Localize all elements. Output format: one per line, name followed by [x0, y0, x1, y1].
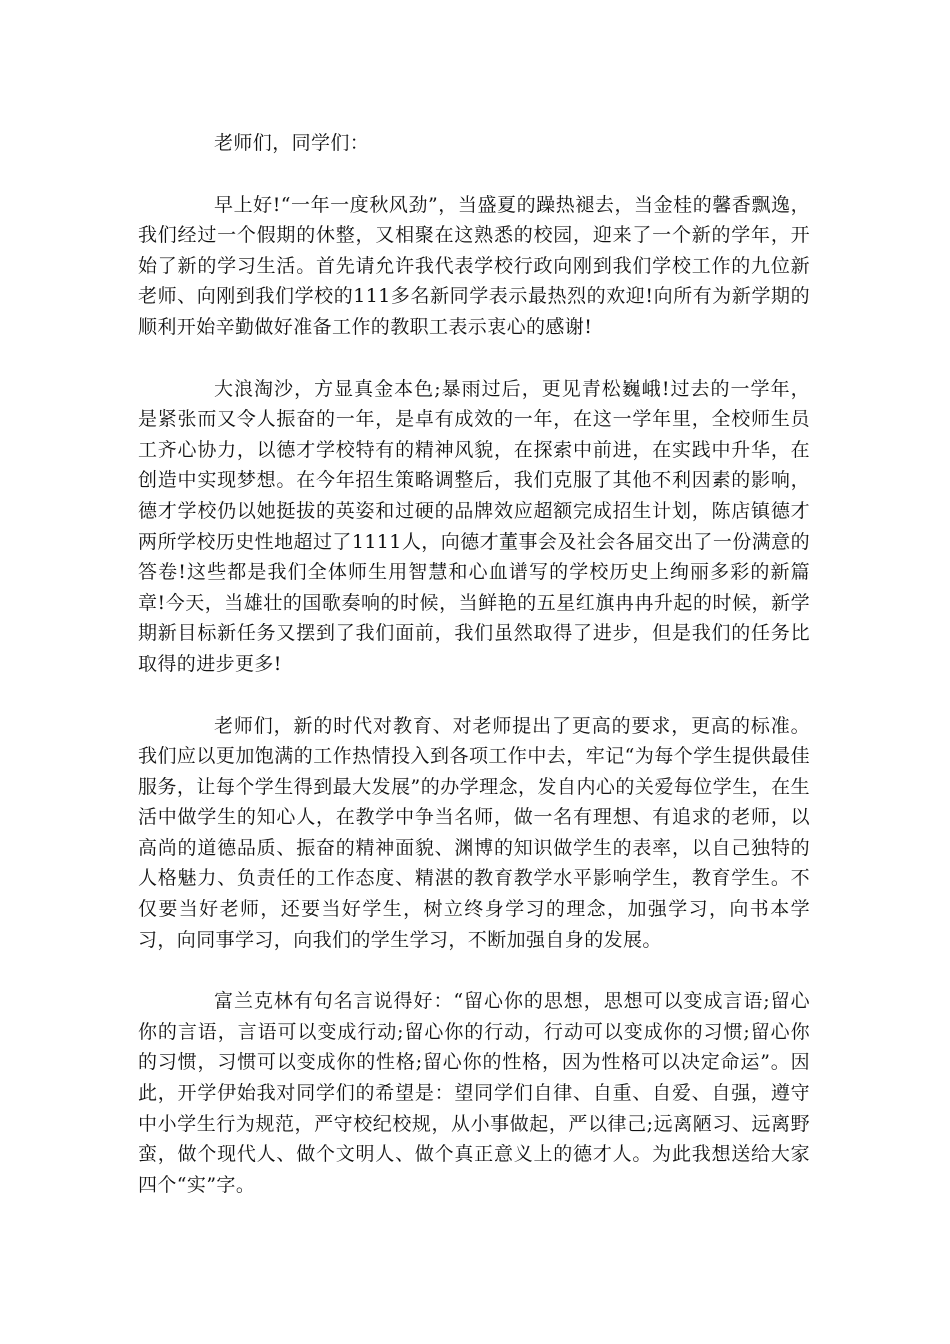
body-paragraph: 老师们，新的时代对教育、对老师提出了更高的要求，更高的标准。我们应以更加饱满的工作热情投入到各项工作中去，牢记“为每个学生提供最佳服务，让每个学生得到最大发展”的办学理念，发自内心的关爱每位学生，在生活中做学生的知心人，在教学中争当名师，做一名有理想、有追求的老师，以高尚的道德品质、振奋的精神面貌、渊博的知识做学生的表率，以自己独特的人格魅力、负责任的工作态度、精湛的教育教学水平影响学生，教育学生。不仅要当好老师，还要当好学生，树立终身学习的理念，加强学习，向书本学习，向同事学习，向我们的学生学习，不断加强自身的发展。 — [138, 714, 810, 951]
document-body — [138, 128, 810, 1200]
salutation-paragraph: 老师们，同学们： — [214, 132, 370, 154]
body-paragraph: 富兰克林有句名言说得好：“留心你的思想，思想可以变成言语;留心你的言语，言语可以变成行动;留心你的行动，行动可以变成你的习惯;留心你的习惯，习惯可以变成你的性格;留心你的性格，因为性格可以决定命运”。因此，开学伊始我对同学们的希望是：望同学们自律、自重、自爱、自强，遵守中小学生行为规范，严守校纪校规，从小事做起，严以律己;远离陋习、远离野蛮，做个现代人、做个文明人、做个真正意义上的德才人。为此我想送给大家四个“实”字。 — [138, 990, 810, 1196]
body-paragraph: 早上好!“一年一度秋风劲”，当盛夏的躁热褪去，当金桂的馨香飘逸，我们经过一个假期的休整，又相聚在这熟悉的校园，迎来了一个新的学年，开始了新的学习生活。首先请允许我代表学校行政向刚到我们学校工作的九位新老师、向刚到我们学校的111多名新同学表示最热烈的欢迎!向所有为新学期的顺利开始辛勤做好准备工作的教职工表示衷心的感谢! — [138, 193, 810, 338]
body-paragraph: 大浪淘沙，方显真金本色;暴雨过后，更见青松巍峨!过去的一学年，是紧张而又令人振奋的一年，是卓有成效的一年，在这一学年里，全校师生员工齐心协力，以德才学校特有的精神风貌，在探索中前进，在实践中升华，在创造中实现梦想。在今年招生策略调整后，我们克服了其他不利因素的影响，德才学校仍以她挺拔的英姿和过硬的品牌效应超额完成招生计划，陈店镇德才两所学校历史性地超过了1111人，向德才董事会及社会各届交出了一份满意的答卷!这些都是我们全体师生用智慧和心血谱写的学校历史上绚丽多彩的新篇章!今天，当雄壮的国歌奏响的时候，当鲜艳的五星红旗冉冉升起的时候，新学期新目标新任务又摆到了我们面前，我们虽然取得了进步，但是我们的任务比取得的进步更多! — [138, 377, 810, 675]
